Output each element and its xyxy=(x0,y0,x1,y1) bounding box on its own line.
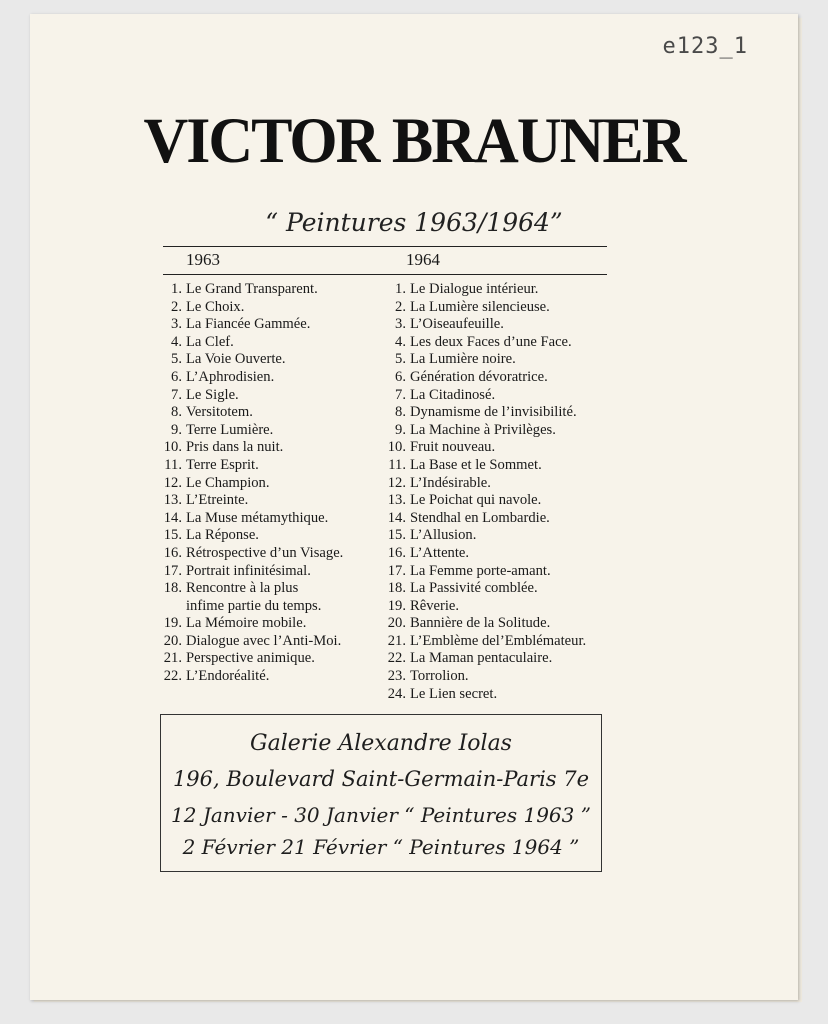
artwork-number: 19. xyxy=(163,615,182,632)
artwork-number: 3. xyxy=(171,316,182,333)
artwork-title: L’Attente. xyxy=(410,544,470,561)
artwork-number: 16. xyxy=(387,544,406,561)
artwork-list-item xyxy=(384,369,586,387)
artwork-title: Perspective animique. xyxy=(186,650,315,667)
artwork-title: L’Emblème del’Emblémateur. xyxy=(410,632,587,649)
artwork-number: 9. xyxy=(171,421,182,438)
artwork-list-item xyxy=(160,369,343,387)
year-heading-1963: 1963 xyxy=(186,250,220,269)
artwork-number: 9. xyxy=(395,421,406,438)
artwork-number: 2. xyxy=(395,298,406,315)
artwork-title: La Citadinosé. xyxy=(410,386,496,403)
artwork-title: Fruit nouveau. xyxy=(410,439,496,456)
artwork-list-item xyxy=(160,351,343,369)
artwork-title: Bannière de la Solitude. xyxy=(410,615,551,632)
artwork-number: 16. xyxy=(163,544,182,561)
works-list-1964 xyxy=(384,281,586,703)
artwork-list-item xyxy=(160,563,343,581)
artwork-title: La Passivité comblée. xyxy=(410,580,538,597)
artwork-number: 17. xyxy=(387,562,406,579)
artwork-title: Torrolion. xyxy=(410,668,469,685)
artwork-number: 12. xyxy=(387,474,406,491)
artwork-number: 7. xyxy=(171,386,182,403)
artwork-title: La Réponse. xyxy=(186,527,259,544)
artwork-list-item xyxy=(160,615,343,633)
artwork-list-item xyxy=(160,439,343,457)
artwork-list-item xyxy=(384,668,586,686)
artwork-list-item xyxy=(384,563,586,581)
artwork-list-item xyxy=(384,580,586,598)
artwork-number: 13. xyxy=(387,492,406,509)
works-list-1963 xyxy=(160,281,343,686)
artwork-list-item xyxy=(384,299,586,317)
artwork-number: 2. xyxy=(171,298,182,315)
artwork-number: 15. xyxy=(387,527,406,544)
exhibition-dates-1963: 12 Janvier - 30 Janvier “ Peintures 1963 ” xyxy=(171,803,591,827)
artwork-number: 14. xyxy=(387,509,406,526)
artwork-number: 7. xyxy=(395,386,406,403)
artwork-list-item xyxy=(384,439,586,457)
artwork-list-item xyxy=(160,668,343,686)
artwork-list-item xyxy=(160,316,343,334)
artwork-title: Génération dévoratrice. xyxy=(410,368,548,385)
artwork-title: Le Poichat qui navole. xyxy=(410,492,542,509)
artwork-list-item xyxy=(384,545,586,563)
artwork-title: Versitotem. xyxy=(186,404,253,421)
artwork-title: La Maman pentaculaire. xyxy=(410,650,553,667)
artwork-number: 17. xyxy=(163,562,182,579)
artwork-list-item xyxy=(160,650,343,668)
artwork-list-item xyxy=(384,422,586,440)
artwork-number: 13. xyxy=(163,492,182,509)
artwork-number: 12. xyxy=(163,474,182,491)
artwork-list-item xyxy=(160,422,343,440)
artwork-number: 23. xyxy=(387,668,406,685)
artwork-number: 11. xyxy=(164,456,182,473)
artwork-number: 20. xyxy=(387,615,406,632)
artwork-list-item xyxy=(160,527,343,545)
artwork-title: La Femme porte-amant. xyxy=(410,562,551,579)
year-heading-1964: 1964 xyxy=(406,250,440,269)
artwork-number: 4. xyxy=(395,333,406,350)
artwork-list-item xyxy=(160,299,343,317)
artwork-number: 1. xyxy=(395,281,406,297)
artwork-title: Le Lien secret. xyxy=(410,685,498,702)
artwork-list-item xyxy=(160,633,343,651)
artwork-list-item xyxy=(384,334,586,352)
artwork-title: Portrait infinitésimal. xyxy=(186,562,311,579)
gallery-name: Galerie Alexandre Iolas xyxy=(250,731,512,756)
artwork-number: 24. xyxy=(387,685,406,702)
artwork-title: Dynamisme de l’invisibilité. xyxy=(410,404,577,421)
exhibition-subtitle: “ Peintures 1963/1964” xyxy=(265,208,563,237)
artwork-list-item xyxy=(160,545,343,563)
artwork-title: Terre Esprit. xyxy=(186,456,259,473)
artwork-title: La Voie Ouverte. xyxy=(186,351,286,368)
artwork-list-item xyxy=(160,492,343,510)
artwork-list-item xyxy=(160,475,343,493)
gallery-address: 196, Boulevard Saint-Germain-Paris 7e xyxy=(172,767,590,791)
artwork-list-item xyxy=(384,598,586,616)
artwork-number: 21. xyxy=(387,632,406,649)
artwork-list-item xyxy=(384,351,586,369)
artwork-number: 1. xyxy=(171,281,182,297)
artwork-title: infime partie du temps. xyxy=(186,597,322,614)
artwork-number: 4. xyxy=(171,333,182,350)
artwork-title: La Lumière silencieuse. xyxy=(410,298,550,315)
artwork-number: 15. xyxy=(163,527,182,544)
artwork-number: 22. xyxy=(163,668,182,685)
artwork-title: L’Oiseaufeuille. xyxy=(410,316,504,333)
artwork-list-item xyxy=(384,457,586,475)
artwork-list-item xyxy=(384,510,586,528)
artwork-title: Le Sigle. xyxy=(186,386,239,403)
artwork-title: Le Choix. xyxy=(186,298,245,315)
artwork-list-item xyxy=(160,510,343,528)
artwork-title: Pris dans la nuit. xyxy=(186,439,284,456)
artwork-title: La Clef. xyxy=(186,333,234,350)
artwork-title: L’Allusion. xyxy=(410,527,477,544)
artwork-title: Stendhal en Lombardie. xyxy=(410,509,550,526)
artwork-title: Dialogue avec l’Anti-Moi. xyxy=(186,632,342,649)
artwork-number: 3. xyxy=(395,316,406,333)
artwork-list-item xyxy=(384,492,586,510)
artwork-list-item xyxy=(384,527,586,545)
artwork-title: Rêverie. xyxy=(410,597,460,614)
artwork-title: L’Aphrodisien. xyxy=(186,368,275,385)
gallery-info-box xyxy=(160,714,602,872)
artwork-title: La Muse métamythique. xyxy=(186,509,329,526)
artwork-title: Les deux Faces d’une Face. xyxy=(410,333,572,350)
artwork-number: 14. xyxy=(163,509,182,526)
artwork-list-item xyxy=(384,615,586,633)
artwork-title: Rétrospective d’un Visage. xyxy=(186,544,344,561)
artwork-title: Le Grand Transparent. xyxy=(186,281,318,297)
artwork-list-item xyxy=(160,387,343,405)
artwork-list-item xyxy=(384,281,586,299)
artwork-title: Terre Lumière. xyxy=(186,421,274,438)
handwritten-reference: e123_1 xyxy=(662,34,748,59)
artwork-number: 18. xyxy=(387,580,406,597)
artwork-number: 8. xyxy=(171,404,182,421)
artwork-list-item xyxy=(160,457,343,475)
artwork-list-item xyxy=(384,404,586,422)
header-rule-top xyxy=(163,246,607,247)
artwork-list-item xyxy=(384,650,586,668)
artwork-number: 18. xyxy=(163,580,182,597)
artwork-list-item xyxy=(160,580,343,598)
artwork-number: 20. xyxy=(163,632,182,649)
artwork-title: La Mémoire mobile. xyxy=(186,615,307,632)
artwork-title: La Lumière noire. xyxy=(410,351,516,368)
artwork-list-item xyxy=(384,633,586,651)
artwork-number: 19. xyxy=(387,597,406,614)
artwork-number: 22. xyxy=(387,650,406,667)
artwork-title: La Fiancée Gammée. xyxy=(186,316,311,333)
exhibition-dates-1964: 2 Février 21 Février “ Peintures 1964 ” xyxy=(182,835,580,859)
artwork-list-item xyxy=(384,316,586,334)
artwork-number: 10. xyxy=(163,439,182,456)
artwork-number: 5. xyxy=(395,351,406,368)
artwork-list-item xyxy=(160,334,343,352)
artwork-list-item xyxy=(160,598,343,616)
artwork-list-item xyxy=(384,387,586,405)
artwork-number: 8. xyxy=(395,404,406,421)
artwork-title: L’Endoréalité. xyxy=(186,668,270,685)
artwork-number: 6. xyxy=(395,368,406,385)
artwork-title: Le Champion. xyxy=(186,474,270,491)
artwork-list-item xyxy=(384,686,586,704)
artwork-number: 21. xyxy=(163,650,182,667)
artwork-title: Le Dialogue intérieur. xyxy=(410,281,539,297)
artwork-list-item xyxy=(384,475,586,493)
artwork-title: Rencontre à la plus xyxy=(186,580,299,597)
artwork-number: 10. xyxy=(387,439,406,456)
header-rule-bottom xyxy=(163,274,607,275)
artwork-title: L’Etreinte. xyxy=(186,492,249,509)
artwork-number: 5. xyxy=(171,351,182,368)
artwork-number: 6. xyxy=(171,368,182,385)
artwork-title: La Base et le Sommet. xyxy=(410,456,542,473)
artwork-list-item xyxy=(160,404,343,422)
artwork-title: La Machine à Privilèges. xyxy=(410,421,556,438)
artist-title: VICTOR BRAUNER xyxy=(143,105,685,177)
artwork-title: L’Indésirable. xyxy=(410,474,491,491)
artwork-number: 11. xyxy=(388,456,406,473)
artwork-list-item xyxy=(160,281,343,299)
